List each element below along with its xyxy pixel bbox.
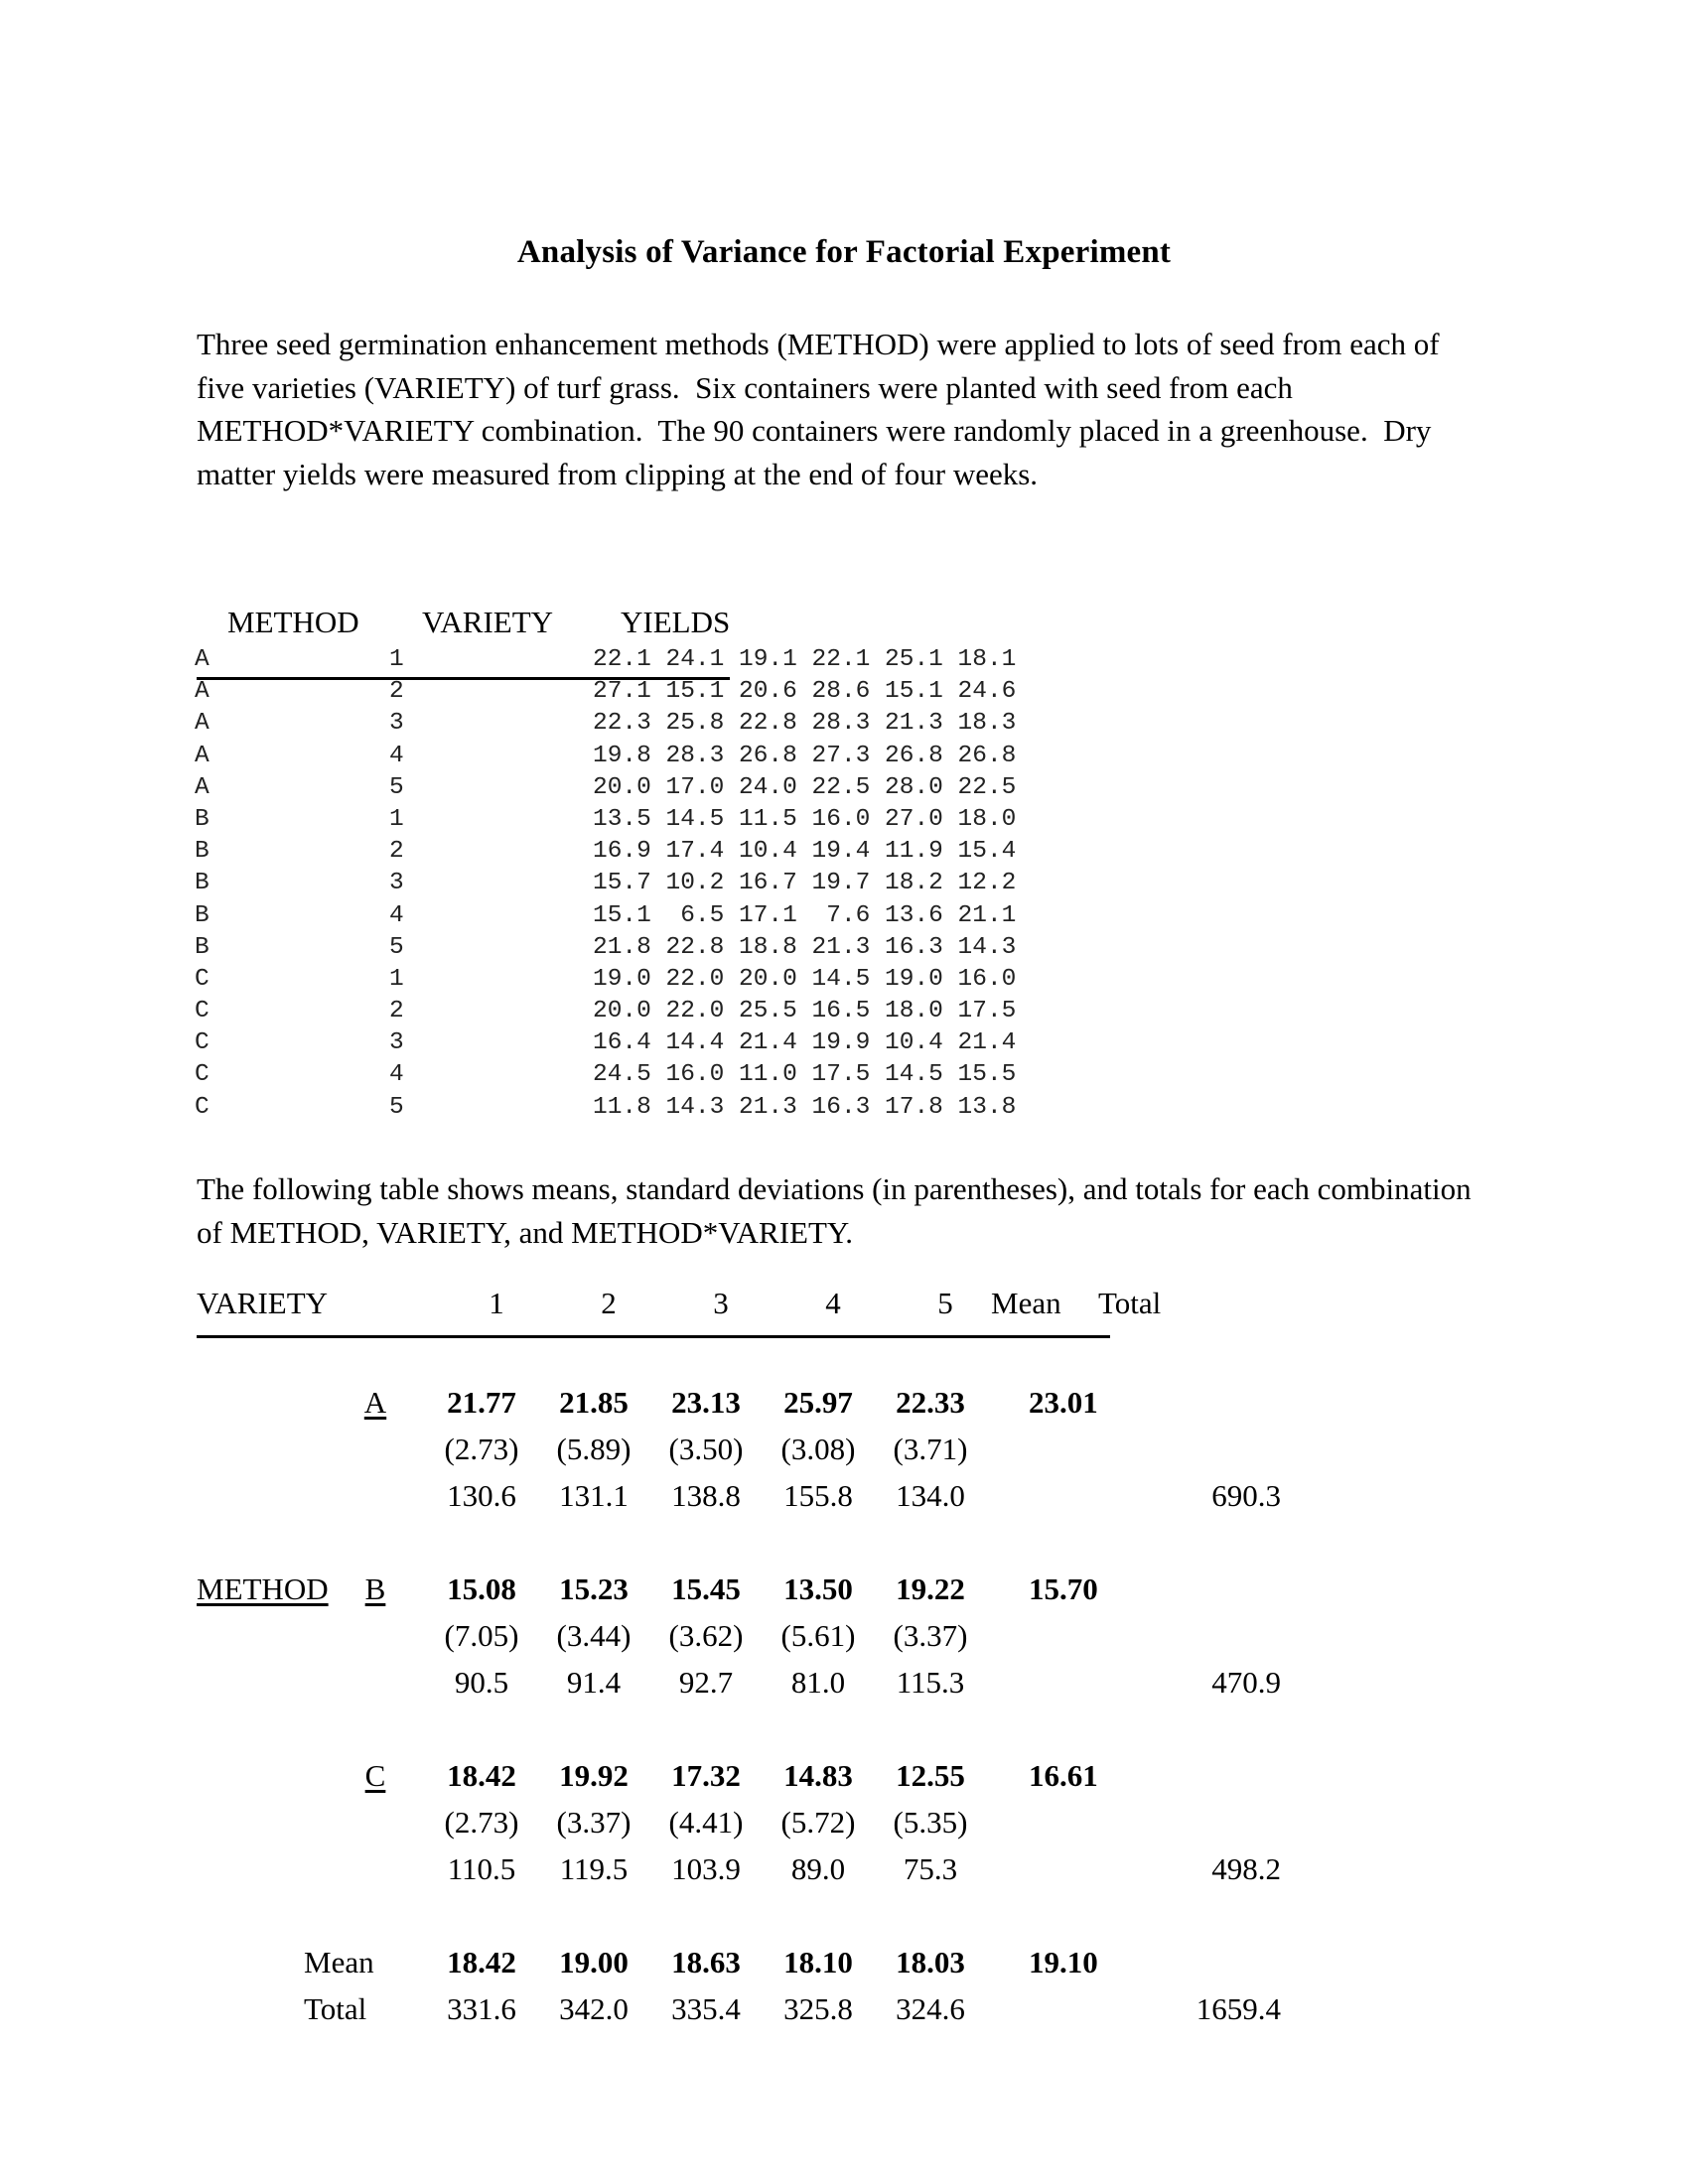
summary-means-row	[197, 1571, 1507, 1618]
data-cell-variety: 5	[389, 933, 404, 961]
data-cell-method: C	[195, 965, 210, 993]
summary-sd-cell: (7.05)	[444, 1618, 519, 1653]
data-cell-yields: 20.0 17.0 24.0 22.5 28.0 22.5	[593, 773, 1017, 801]
data-cell-yields: 16.9 17.4 10.4 19.4 11.9 15.4	[593, 838, 1017, 866]
data-cell-method: A	[195, 773, 210, 801]
summary-footer-mean-cell: 18.10	[783, 1945, 853, 1979]
summary-totals-row	[197, 1478, 1507, 1525]
summary-sd-cell: (3.08)	[780, 1432, 856, 1466]
data-cell-yields: 22.1 24.1 19.1 22.1 25.1 18.1	[593, 646, 1017, 673]
data-cell-yields: 13.5 14.5 11.5 16.0 27.0 18.0	[593, 805, 1017, 833]
data-cell-variety: 1	[389, 965, 404, 993]
summary-total-cell: 131.1	[559, 1478, 629, 1513]
summary-total-cell: 119.5	[559, 1851, 629, 1886]
summary-mean-cell: 17.32	[671, 1758, 741, 1793]
data-cell-method: B	[195, 933, 210, 961]
summary-method-letter: C	[364, 1758, 386, 1793]
summary-col-header-5: 5	[937, 1286, 953, 1320]
summary-total-header: Total	[1098, 1286, 1162, 1320]
summary-sd-row	[197, 1432, 1507, 1478]
summary-mean-cell: 15.45	[671, 1571, 741, 1606]
summary-col-header-2: 2	[601, 1286, 617, 1320]
summary-footer-total-cell: 325.8	[783, 1991, 853, 2026]
summary-total-cell: 115.3	[896, 1665, 965, 1700]
summary-total-cell: 81.0	[790, 1665, 846, 1700]
data-row	[195, 900, 1016, 932]
summary-spacer	[197, 1898, 1507, 1945]
data-row	[195, 804, 1016, 836]
summary-footer-total-cell: 331.6	[447, 1991, 516, 2026]
data-cell-yields: 20.0 22.0 25.5 16.5 18.0 17.5	[593, 998, 1017, 1025]
data-cell-yields: 15.1 6.5 17.1 7.6 13.6 21.1	[593, 901, 1017, 929]
data-cell-method: A	[195, 678, 210, 706]
data-cell-method: C	[195, 1029, 210, 1057]
data-header-variety: VARIETY	[422, 605, 554, 639]
summary-mean-cell: 21.77	[447, 1385, 516, 1420]
data-cell-method: C	[195, 1093, 210, 1121]
summary-footer-mean-cell: 18.03	[896, 1945, 965, 1979]
data-row	[195, 996, 1016, 1027]
data-row	[195, 644, 1016, 676]
summary-col-header-3: 3	[713, 1286, 729, 1320]
data-row	[195, 772, 1016, 804]
summary-sd-cell: (4.41)	[668, 1805, 744, 1840]
summary-total-cell: 134.0	[896, 1478, 965, 1513]
summary-total-cell: 90.5	[454, 1665, 509, 1700]
summary-sd-cell: (5.61)	[780, 1618, 856, 1653]
summary-row-mean: 23.01	[1029, 1385, 1098, 1420]
data-cell-variety: 2	[389, 678, 404, 706]
summary-total-cell: 130.6	[447, 1478, 516, 1513]
summary-footer-total-row	[197, 1991, 1507, 2038]
summary-sd-row	[197, 1805, 1507, 1851]
summary-footer-mean-row	[197, 1945, 1507, 1991]
summary-sd-cell: (5.72)	[780, 1805, 856, 1840]
summary-grand-total: 1659.4	[1196, 1991, 1281, 2026]
summary-sd-cell: (2.73)	[444, 1805, 519, 1840]
data-cell-yields: 24.5 16.0 11.0 17.5 14.5 15.5	[593, 1061, 1017, 1089]
summary-row-mean: 15.70	[1029, 1571, 1098, 1606]
data-row	[195, 964, 1016, 996]
data-cell-variety: 5	[389, 773, 404, 801]
data-row	[195, 868, 1016, 899]
data-cell-yields: 15.7 10.2 16.7 19.7 18.2 12.2	[593, 870, 1017, 897]
data-cell-variety: 3	[389, 870, 404, 897]
summary-mean-cell: 23.13	[671, 1385, 741, 1420]
summary-total-cell: 155.8	[783, 1478, 853, 1513]
summary-mean-cell: 22.33	[896, 1385, 965, 1420]
data-cell-method: C	[195, 1061, 210, 1089]
summary-row-total: 470.9	[1211, 1665, 1281, 1700]
data-row	[195, 1059, 1016, 1091]
summary-spacer	[197, 1525, 1507, 1571]
summary-mean-cell: 19.22	[896, 1571, 965, 1606]
summary-mean-cell: 14.83	[783, 1758, 853, 1793]
summary-means-row	[197, 1758, 1507, 1805]
summary-col-header-4: 4	[825, 1286, 841, 1320]
data-cell-method: B	[195, 870, 210, 897]
summary-sd-cell: (3.50)	[668, 1432, 744, 1466]
summary-row-mean: 16.61	[1029, 1758, 1098, 1793]
data-cell-variety: 3	[389, 1029, 404, 1057]
data-cell-variety: 2	[389, 838, 404, 866]
data-cell-method: A	[195, 710, 210, 738]
data-cell-yields: 11.8 14.3 21.3 16.3 17.8 13.8	[593, 1093, 1017, 1121]
summary-table	[197, 1286, 1507, 2038]
data-cell-yields: 16.4 14.4 21.4 19.9 10.4 21.4	[593, 1029, 1017, 1057]
summary-mean-cell: 15.08	[447, 1571, 516, 1606]
summary-sd-row	[197, 1618, 1507, 1665]
page-title: Analysis of Variance for Factorial Experiment	[516, 234, 1172, 270]
summary-body	[197, 1338, 1507, 2038]
data-cell-yields: 19.8 28.3 26.8 27.3 26.8 26.8	[593, 742, 1017, 769]
summary-totals-row	[197, 1665, 1507, 1711]
data-cell-variety: 4	[389, 1061, 404, 1089]
summary-grand-mean: 19.10	[1029, 1945, 1098, 1979]
summary-total-cell: 89.0	[790, 1851, 846, 1886]
summary-total-cell: 138.8	[671, 1478, 741, 1513]
summary-total-cell: 92.7	[678, 1665, 734, 1700]
summary-row-total: 690.3	[1211, 1478, 1281, 1513]
summary-sd-cell: (5.89)	[556, 1432, 632, 1466]
data-cell-variety: 3	[389, 710, 404, 738]
data-cell-variety: 4	[389, 742, 404, 769]
summary-mean-cell: 18.42	[447, 1758, 516, 1793]
data-header-yields: YIELDS	[621, 605, 731, 639]
raw-data-rows	[195, 644, 1016, 1124]
summary-spacer	[197, 1711, 1507, 1758]
summary-total-cell: 103.9	[671, 1851, 741, 1886]
summary-mean-cell: 19.92	[559, 1758, 629, 1793]
data-row	[195, 836, 1016, 868]
data-cell-method: B	[195, 838, 210, 866]
data-cell-yields: 22.3 25.8 22.8 28.3 21.3 18.3	[593, 710, 1017, 738]
summary-mean-header: Mean	[991, 1286, 1061, 1320]
summary-method-label: METHOD	[197, 1571, 329, 1606]
summary-intro-paragraph: The following table shows means, standard deviations (in parentheses), and totals for each combination of METHOD, VARIETY, and METHOD*VARIETY.	[197, 1171, 1472, 1250]
data-cell-method: B	[195, 901, 210, 929]
data-row	[195, 932, 1016, 964]
data-cell-variety: 4	[389, 901, 404, 929]
summary-footer-total-label: Total	[304, 1991, 367, 2026]
data-row	[195, 741, 1016, 772]
summary-mean-cell: 13.50	[783, 1571, 853, 1606]
summary-header-row	[197, 1286, 1162, 1338]
summary-method-letter: B	[364, 1571, 386, 1606]
summary-means-row	[197, 1385, 1507, 1432]
summary-row-total: 498.2	[1211, 1851, 1281, 1886]
data-row	[195, 1027, 1016, 1059]
data-row	[195, 1092, 1016, 1124]
summary-method-letter: A	[363, 1385, 387, 1420]
summary-footer-total-cell: 324.6	[896, 1991, 965, 2026]
summary-totals-row	[197, 1851, 1507, 1898]
summary-mean-cell: 15.23	[559, 1571, 629, 1606]
intro-paragraph	[197, 323, 1487, 495]
data-cell-variety: 2	[389, 998, 404, 1025]
data-cell-method: A	[195, 742, 210, 769]
summary-footer-total-cell: 342.0	[559, 1991, 629, 2026]
data-cell-method: B	[195, 805, 210, 833]
data-cell-yields: 27.1 15.1 20.6 28.6 15.1 24.6	[593, 678, 1017, 706]
summary-col-header-1: 1	[489, 1286, 504, 1320]
summary-footer-mean-label: Mean	[304, 1945, 374, 1979]
summary-total-cell: 75.3	[903, 1851, 958, 1886]
summary-spacer	[197, 1338, 1507, 1385]
summary-footer-mean-cell: 19.00	[559, 1945, 629, 1979]
data-cell-variety: 1	[389, 646, 404, 673]
intro-text: Three seed germination enhancement methods (METHOD) were applied to lots of seed from each of five varieties (VARIETY) of turf grass. Six containers were planted with seed from each METHOD*VARIETY combination. The 90 containers were randomly placed in a greenhouse. Dry matter yields were measured from clipping at the end of four weeks.	[197, 327, 1448, 491]
summary-sd-cell: (3.62)	[668, 1618, 744, 1653]
summary-footer-mean-cell: 18.42	[447, 1945, 516, 1979]
summary-mean-cell: 25.97	[783, 1385, 853, 1420]
summary-sd-cell: (3.37)	[556, 1805, 632, 1840]
summary-sd-cell: (3.71)	[893, 1432, 968, 1466]
data-cell-method: C	[195, 998, 210, 1025]
summary-sd-cell: (5.35)	[893, 1805, 968, 1840]
summary-footer-total-cell: 335.4	[671, 1991, 741, 2026]
summary-total-cell: 110.5	[447, 1851, 516, 1886]
data-cell-variety: 1	[389, 805, 404, 833]
data-row	[195, 708, 1016, 740]
summary-mean-cell: 21.85	[559, 1385, 629, 1420]
summary-total-cell: 91.4	[566, 1665, 622, 1700]
summary-mean-cell: 12.55	[896, 1758, 965, 1793]
summary-sd-cell: (2.73)	[444, 1432, 519, 1466]
summary-sd-cell: (3.37)	[893, 1618, 968, 1653]
summary-sd-cell: (3.44)	[556, 1618, 632, 1653]
data-cell-yields: 21.8 22.8 18.8 21.3 16.3 14.3	[593, 933, 1017, 961]
summary-footer-mean-cell: 18.63	[671, 1945, 741, 1979]
data-header-method: METHOD	[227, 605, 359, 639]
data-cell-method: A	[195, 646, 210, 673]
data-cell-yields: 19.0 22.0 20.0 14.5 19.0 16.0	[593, 965, 1017, 993]
summary-corner-label: VARIETY	[197, 1286, 329, 1320]
data-cell-variety: 5	[389, 1093, 404, 1121]
data-row	[195, 676, 1016, 708]
